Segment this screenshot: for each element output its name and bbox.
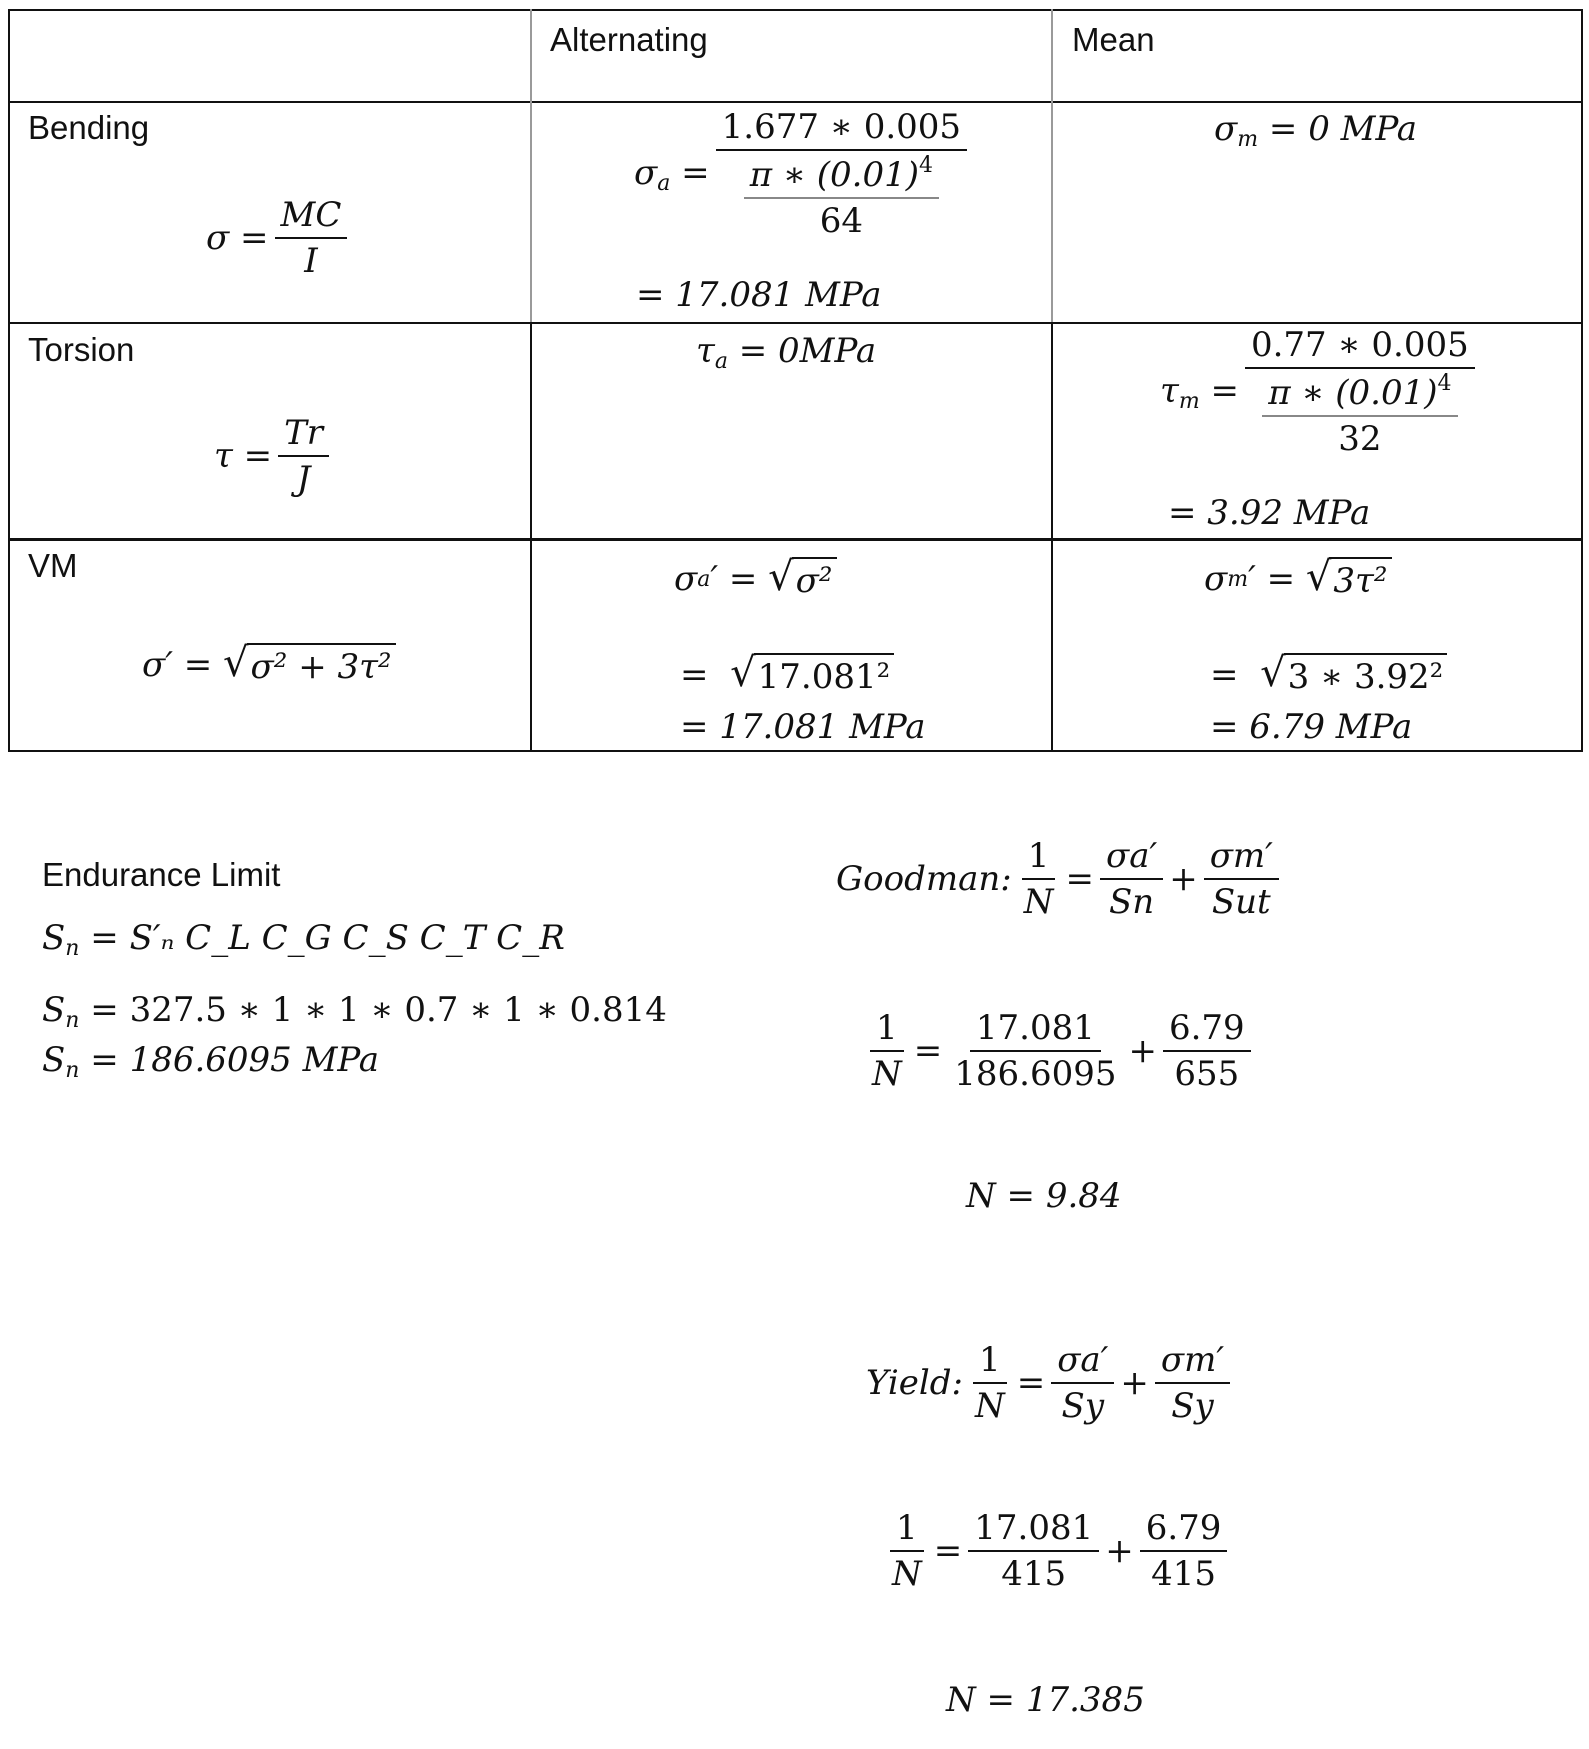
goodman-substitution: $\frac{1}{N}$ = $\frac{17.081}{186.6095}$ + $\frac{6.79}{655}$ — [860, 1008, 1257, 1094]
endurance-substitution: $S_n = 327.5$ ∗ 1 ∗ 1 ∗ 0.7 ∗ 1 ∗ 0.814 — [42, 990, 667, 1033]
torsion-mean-formula: $\tau_m$ = $\frac{0.77 ∗ 0.005}{\frac{\pi ∗ (0.01)^4}{32}}$ — [1160, 325, 1481, 459]
table-border-row2 — [8, 538, 1583, 541]
stress-table — [8, 9, 1583, 752]
table-col-divider-1 — [530, 322, 532, 752]
torsion-mean-result: = 3.92 MPa — [1168, 493, 1371, 533]
endurance-limit-title: Endurance Limit — [42, 856, 281, 893]
table-col-divider-2-header — [1051, 9, 1053, 322]
vm-mean-substitution: = √ 3 ∗ 3.92² — [1210, 653, 1447, 697]
bending-formula: σ = $\frac{MC}{I}$ — [206, 195, 353, 281]
bending-mean-value: $\sigma_m = 0$ MPa — [1214, 109, 1418, 152]
bending-alternating-result: = 17.081 MPa — [636, 275, 882, 315]
bending-alternating-formula: $\sigma_a$ = $\frac{1.677 ∗ 0.005}{\frac{\pi ∗ (0.01)^4}{64}}$ — [634, 107, 973, 241]
table-border-right — [1581, 9, 1583, 752]
endurance-formula: $S_n = S'_n$ C_L C_G C_S C_T C_R — [42, 918, 565, 961]
vm-alternating-formula: σ a ′ = √ σ² — [674, 557, 837, 601]
goodman-result: N = 9.84 — [966, 1176, 1122, 1216]
row-label-torsion: Torsion — [28, 331, 135, 368]
vm-alternating-substitution: = √ 17.081² — [680, 653, 894, 697]
yield-substitution: $\frac{1}{N}$ = $\frac{17.081}{415}$ + $\frac{6.79}{415}$ — [880, 1508, 1233, 1594]
table-border-header — [8, 101, 1583, 103]
endurance-result: $S_n = 186.6095$ MPa — [42, 1040, 380, 1083]
table-col-divider-1-header — [530, 9, 532, 322]
table-border-left — [8, 9, 10, 752]
row-label-vm: VM — [28, 547, 78, 584]
vm-formula: σ′ = √ σ² + 3τ² — [142, 643, 396, 687]
torsion-alternating-value: $\tau_a = 0MPa$ — [696, 331, 877, 374]
vm-mean-result: = 6.79 MPa — [1210, 707, 1413, 747]
goodman-criterion: Goodman: $\frac{1}{N}$ = $\frac{\sigma a'}{Sn}$ + $\frac{\sigma m'}{\text{Sut}}$ — [836, 836, 1285, 922]
table-col-divider-2 — [1051, 322, 1053, 752]
table-border-row1 — [8, 322, 1583, 324]
vm-alternating-result: = 17.081 MPa — [680, 707, 926, 747]
header-mean: Mean — [1072, 21, 1155, 58]
table-border-top — [8, 9, 1583, 11]
row-label-bending: Bending — [28, 109, 150, 146]
torsion-formula: τ = $\frac{Tr}{J}$ — [214, 413, 335, 499]
table-border-bottom — [8, 750, 1583, 752]
yield-result: N = 17.385 — [946, 1680, 1145, 1720]
yield-criterion: Yield: $\frac{1}{N}$ = $\frac{\sigma a'}{Sy}$ + $\frac{\sigma m'}{Sy}$ — [866, 1340, 1236, 1426]
header-alternating: Alternating — [550, 21, 708, 58]
vm-mean-formula: σ m ′ = √ 3τ² — [1204, 557, 1392, 601]
